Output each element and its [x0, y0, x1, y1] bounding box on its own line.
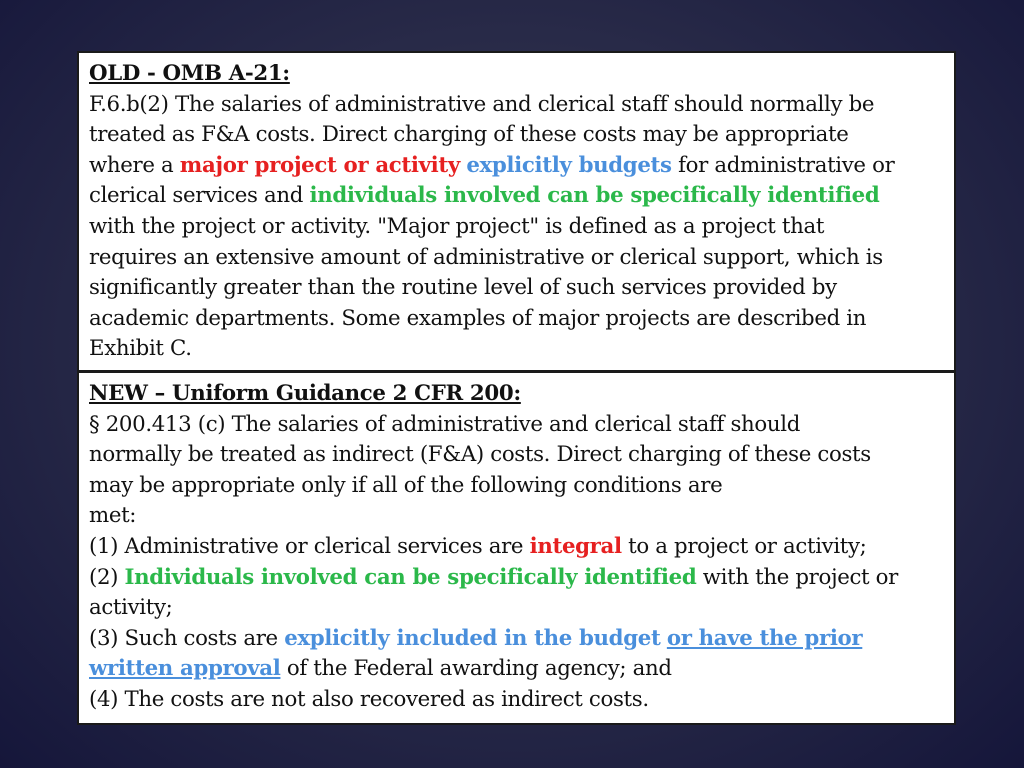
old-heading: OLD - OMB A-21:	[89, 61, 290, 86]
old-text-line: with the project or activity. "Major project" is defined as a project that	[89, 213, 825, 239]
old-text-line: F.6.b(2) The salaries of administrative and clerical staff should normally be	[89, 91, 875, 117]
new-text-line: met:	[89, 503, 137, 529]
condition-2-continued: activity;	[89, 595, 173, 621]
old-text-fragment: for administrative or	[671, 152, 895, 178]
new-guidance-panel	[79, 373, 954, 723]
old-text-line: academic departments. Some examples of major projects are described in	[89, 305, 867, 331]
condition-1	[89, 532, 944, 563]
condition-4: (4) The costs are not also recovered as indirect costs.	[89, 686, 649, 712]
old-text-fragment: where a	[89, 152, 180, 178]
slide-content-box	[77, 51, 956, 725]
new-text-fragment: (1) Administrative or clerical services are	[89, 533, 530, 559]
highlight-major-project: major project or activity	[179, 152, 460, 178]
old-text-line: requires an extensive amount of administrative or clerical support, which is	[89, 244, 883, 270]
old-text-line: treated as F&A costs. Direct charging of these costs may be appropriate	[89, 122, 849, 148]
old-guidance-panel	[79, 53, 954, 373]
new-text-line: normally be treated as indirect (F&A) costs. Direct charging of these costs	[89, 442, 871, 468]
link-written-approval[interactable]: written approval	[89, 656, 281, 682]
condition-3-continued	[89, 654, 944, 685]
highlight-explicitly-included: explicitly included in the budget	[284, 625, 661, 651]
old-text-line	[89, 151, 944, 182]
old-text-line: Exhibit C.	[89, 336, 192, 362]
new-text-fragment: with the project or	[696, 564, 898, 590]
link-prior-approval[interactable]: or have the prior	[666, 625, 863, 651]
condition-3	[89, 624, 944, 655]
new-heading: NEW – Uniform Guidance 2 CFR 200:	[89, 381, 521, 406]
highlight-integral: integral	[529, 533, 622, 559]
new-text-line: may be appropriate only if all of the following conditions are	[89, 472, 723, 498]
new-text-fragment: (2)	[89, 564, 125, 590]
new-text-fragment: of the Federal awarding agency; and	[280, 656, 672, 682]
new-text-fragment: (3) Such costs are	[89, 625, 285, 651]
old-text-fragment: clerical services and	[89, 183, 310, 209]
condition-2	[89, 563, 944, 594]
new-text-line: § 200.413 (c) The salaries of administrative and clerical staff should	[89, 411, 800, 437]
highlight-explicitly-budgets: explicitly budgets	[466, 152, 672, 178]
old-text-line: significantly greater than the routine level of such services provided by	[89, 275, 837, 301]
new-text-fragment: to a project or activity;	[621, 533, 867, 559]
highlight-individuals-identified: individuals involved can be specifically identified	[309, 183, 880, 209]
highlight-individuals-identified: Individuals involved can be specifically identified	[124, 564, 697, 590]
old-text-line	[89, 181, 944, 212]
